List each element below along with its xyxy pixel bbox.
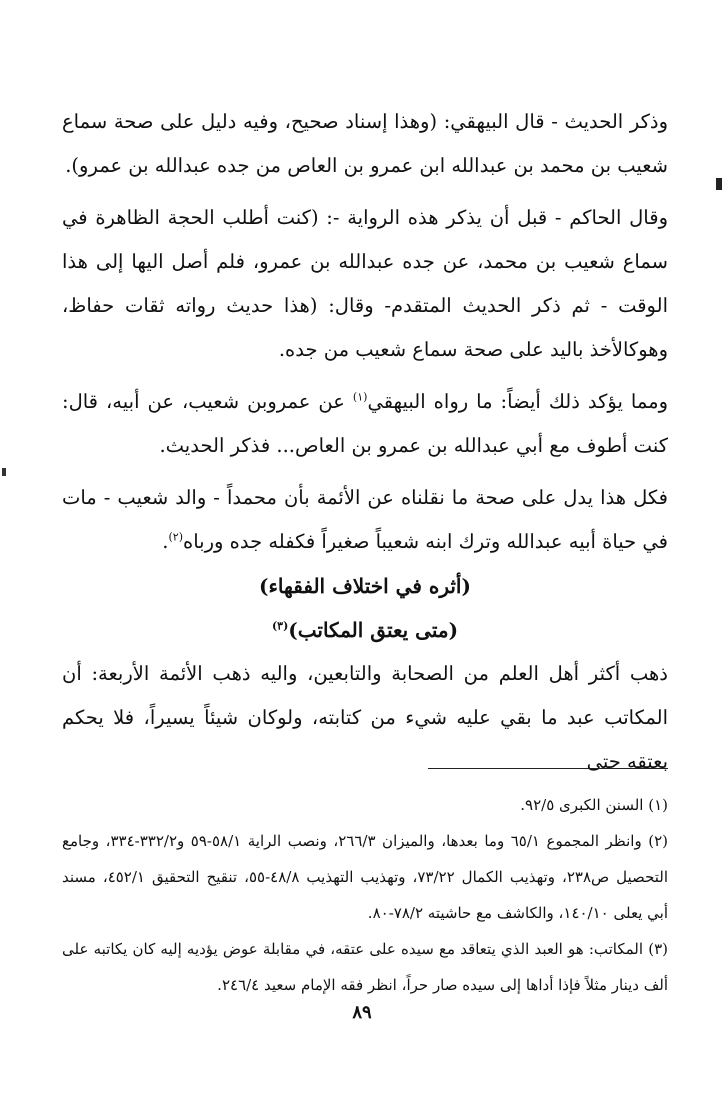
paragraph-mukatab: ذهب أكثر أهل العلم من الصحابة والتابعين، واليه ذهب الأئمة الأربعة: أن المكاتب عبد ما بقي عليه شيء من كتابته، ولوكان شيئاً يسيراً، فلا يحكم بعتقه حتى (62, 662, 668, 773)
paragraph-conclusion (62, 476, 668, 564)
paragraph-text: ومما يؤكد ذلك أيضاً: ما رواه البيهقي (367, 390, 668, 413)
page-number: ٨٩ (352, 1002, 372, 1023)
section-heading: (أثره في اختلاف الفقهاء) (259, 574, 471, 598)
footnote-divider (428, 768, 668, 769)
footnotes-section (62, 768, 668, 1003)
paragraph-text: . (162, 530, 169, 553)
paragraph-bayhaqi-quote: وذكر الحديث - قال البيهقي: (وهذا إسناد صحيح، وفيه دليل على صحة سماع شعيب بن محمد بن عبدالله ابن عمرو بن العاص من جده عبدالله بن عمرو). (62, 110, 668, 177)
footnote-3: (٣) المكاتب: هو العبد الذي يتعاقد مع سيده على عتقه، في مقابلة عوض يؤديه إليه كان يكاتبه على ألف دينار مثلاً فإذا أداها إلى سيده صار حراً، انظر فقه الإمام سعيد ٢٤٦/٤. (62, 940, 668, 994)
paragraph-confirmation (62, 380, 668, 468)
subsection-heading (62, 608, 668, 652)
footnote-ref-2[interactable]: (٢) (168, 530, 183, 544)
footnote-2: (٢) وانظر المجموع ٦٥/١ وما بعدها، والميزان ٢٦٦/٣، ونصب الراية ٥٨/١-٥٩ و٣٣٢/٢-٣٣٤، وجامع التحصيل ص٢٣٨، وتهذيب الكمال ٧٣/٢٢، وتهذيب التهذيب ٤٨/٨-٥٥، تنقيح التحقيق ٤٥٢/١، مسند أبي يعلى ١٤٠/١٠، والكاشف مع حاشيته ٧٨/٢-٨٠. (62, 832, 669, 922)
scan-artifact-mark (2, 468, 6, 476)
scan-artifact-mark (716, 178, 722, 190)
footnote-ref-3[interactable]: (٣) (271, 619, 289, 633)
footnote-1: (١) السنن الكبرى ٩٢/٥. (520, 796, 668, 814)
subsection-heading-text: (متى يعتق المكاتب) (288, 618, 459, 642)
paragraph-text: فكل هذا يدل على صحة ما نقلناه عن الأئمة بأن محمداً - والد شعيب - مات في حياة أبيه عبدالله وترك ابنه شعيباً صغيراً فكفله جده ورباه (62, 486, 668, 553)
paragraph-hakim-quote: وقال الحاكم - قبل أن يذكر هذه الرواية -: (كنت أطلب الحجة الظاهرة في سماع شعيب بن محمد، عن جده عبدالله بن عمرو، فلم أصل اليها إلى هذا الوقت - ثم ذكر الحديث المتقدم- وقال: (هذا حديث رواته ثقات حفاظ، وهوكالأخذ باليد على صحة سماع شعيب من جده. (62, 206, 668, 361)
footnote-ref-1[interactable]: (١) (352, 390, 368, 404)
page-body (62, 100, 668, 784)
paragraph-text: عن عمروبن شعيب، عن أبيه، قال: كنت أطوف مع أبي عبدالله بن عمرو بن العاص... فذكر الحديث. (62, 390, 668, 457)
